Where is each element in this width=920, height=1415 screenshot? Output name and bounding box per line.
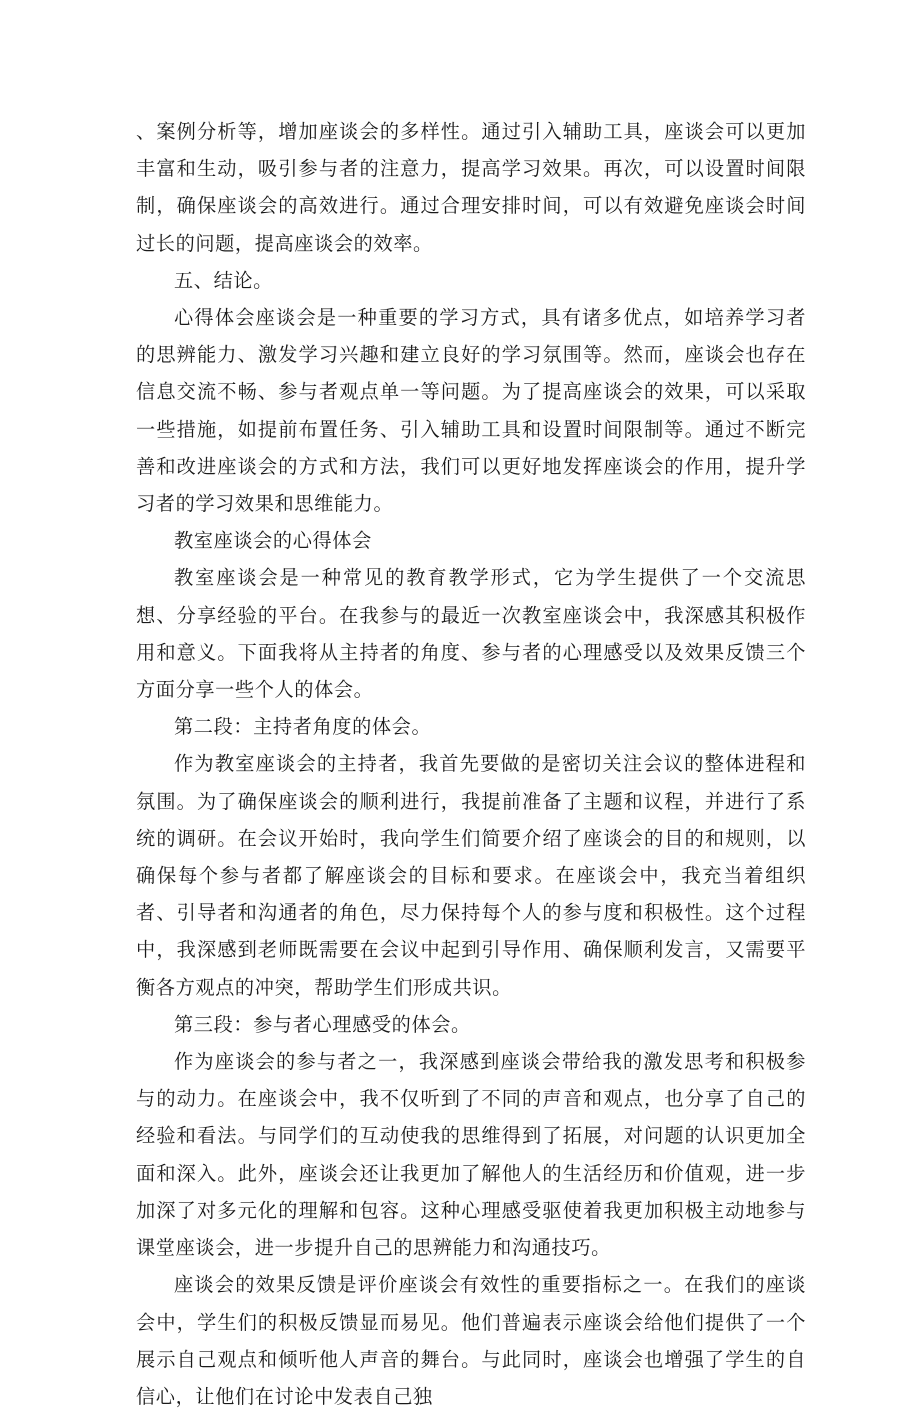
paragraph-intro: 教室座谈会是一种常见的教育教学形式，它为学生提供了一个交流思想、分享经验的平台。在我参与的最近一次教室座谈会中，我深感其积极作用和意义。下面我将从主持者的角度、参与者的心理感受以及效果反馈三个方面分享一些个人的体会。 (136, 566, 806, 702)
paragraph-continued: 、案例分析等，增加座谈会的多样性。通过引入辅助工具，座谈会可以更加丰富和生动，吸引参与者的注意力，提高学习效果。再次，可以设置时间限制，确保座谈会的高效进行。通过合理安排时间，可以有效避免座谈会时间过长的问题，提高座谈会的效率。 (136, 120, 806, 255)
section-heading-participant: 第三段：参与者心理感受的体会。 (174, 1012, 471, 1036)
paragraph-feedback: 座谈会的效果反馈是评价座谈会有效性的重要指标之一。在我们的座谈会中，学生们的积极反馈显而易见。他们普遍表示座谈会给他们提供了一个展示自己观点和倾听他人声音的舞台。与此同时，座谈会也增强了学生的自信心，让他们在讨论中发表自己独 (136, 1273, 806, 1408)
paragraph-participant: 作为座谈会的参与者之一，我深感到座谈会带给我的激发思考和积极参与的动力。在座谈会中，我不仅听到了不同的声音和观点，也分享了自己的经验和看法。与同学们的互动使我的思维得到了拓展，对问题的认识更加全面和深入。此外，座谈会还让我更加了解他人的生活经历和价值观，进一步加深了对多元化的理解和包容。这种心理感受驱使着我更加积极主动地参与课堂座谈会，进一步提升自己的思辨能力和沟通技巧。 (136, 1050, 806, 1260)
paragraph-host: 作为教室座谈会的主持者，我首先要做的是密切关注会议的整体进程和氛围。为了确保座谈会的顺利进行，我提前准备了主题和议程，并进行了系统的调研。在会议开始时，我向学生们简要介绍了座谈会的目的和规则，以确保每个参与者都了解座谈会的目标和要求。在座谈会中，我充当着组织者、引导者和沟通者的角色，尽力保持每个人的参与度和积极性。这个过程中，我深感到老师既需要在会议中起到引导作用、确保顺利发言，又需要平衡各方观点的冲突，帮助学生们形成共识。 (136, 752, 806, 999)
section-heading-host: 第二段：主持者角度的体会。 (174, 715, 432, 739)
paragraph-conclusion: 心得体会座谈会是一种重要的学习方式，具有诸多优点，如培养学习者的思辨能力、激发学习兴趣和建立良好的学习氛围等。然而，座谈会也存在信息交流不畅、参与者观点单一等问题。为了提高座谈会的效果，可以采取一些措施，如提前布置任务、引入辅助工具和设置时间限制等。通过不断完善和改进座谈会的方式和方法，我们可以更好地发挥座谈会的作用，提升学习者的学习效果和思维能力。 (136, 306, 806, 516)
article-title: 教室座谈会的心得体会 (174, 529, 372, 553)
document-body (136, 113, 806, 1415)
section-heading-conclusion: 五、结论。 (174, 268, 273, 292)
